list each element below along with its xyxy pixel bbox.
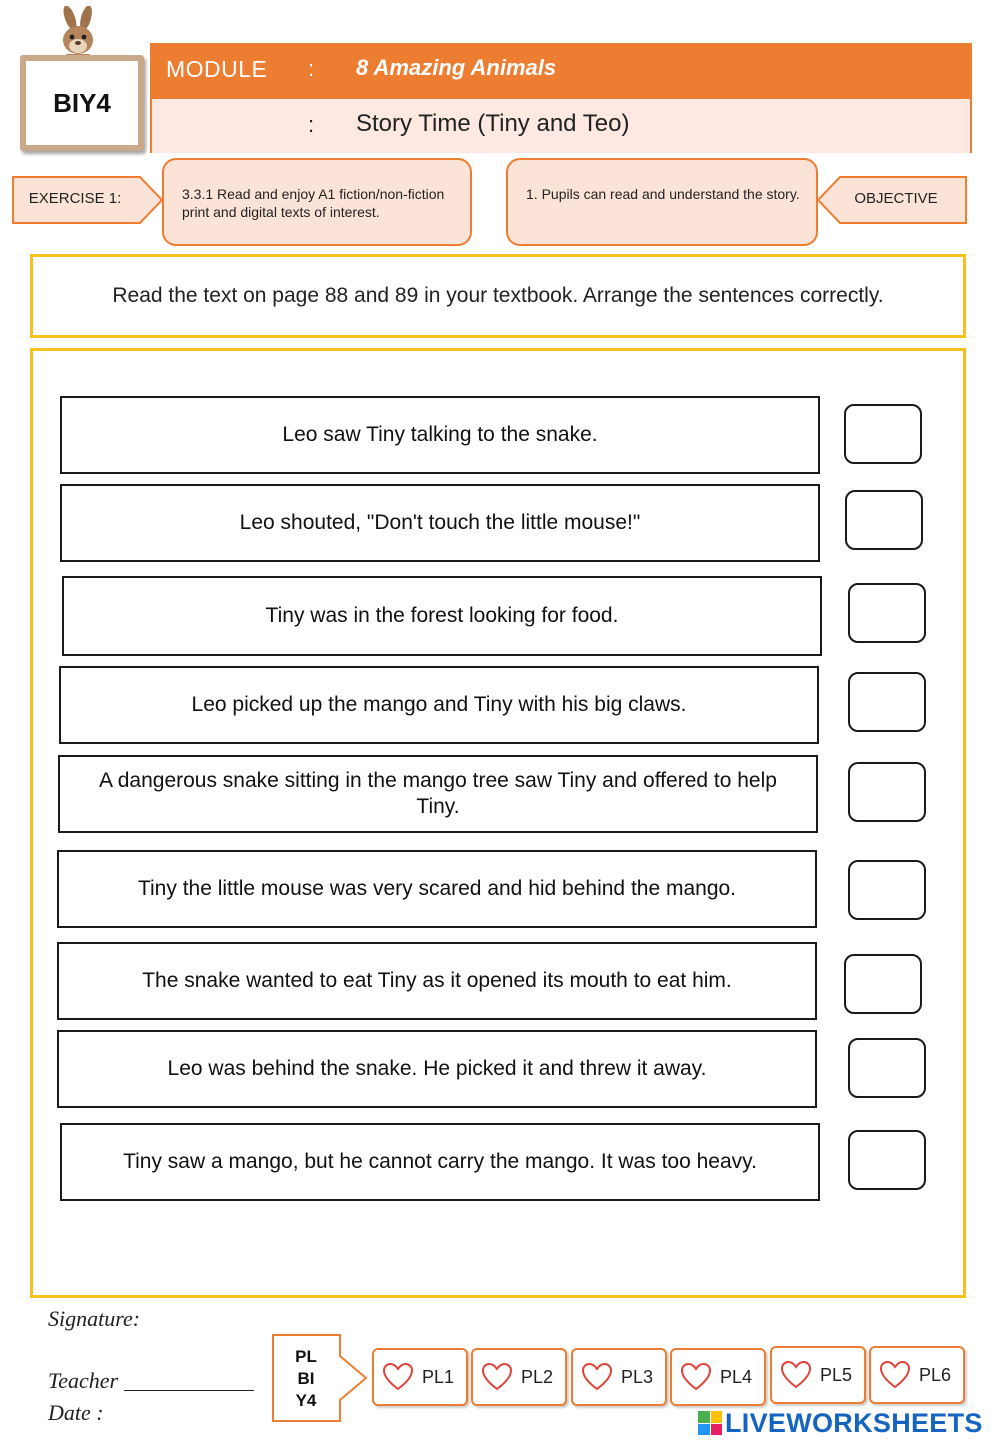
sentence-text: Tiny the little mouse was very scared and hid behind the mango.: [137, 877, 737, 900]
performance-level-label: PL2: [521, 1366, 554, 1387]
instruction-box: [30, 254, 966, 338]
sentence-box: [57, 850, 817, 928]
performance-level-box[interactable]: [869, 1346, 965, 1404]
liveworksheets-brand[interactable]: [698, 1408, 983, 1438]
sentence-text: The snake wanted to eat Tiny as it opened its mouth to eat him.: [142, 969, 732, 992]
answer-input[interactable]: [844, 404, 922, 464]
learning-standard-box: [162, 158, 472, 246]
sentence-box: [60, 396, 820, 474]
module-header-bottom: [152, 99, 970, 153]
instruction-text: Read the text on page 88 and 89 in your textbook. Arrange the sentences correctly.: [112, 284, 884, 307]
performance-level-label: PL6: [919, 1364, 952, 1385]
performance-level-box[interactable]: [372, 1348, 468, 1406]
answer-input[interactable]: [848, 762, 926, 822]
sentence-box: [62, 576, 822, 656]
sentence-text: Leo was behind the snake. He picked it and threw it away.: [167, 1057, 707, 1080]
module-badge: [20, 55, 144, 151]
objective-text: 1. Pupils can read and understand the story.: [526, 186, 800, 202]
teacher-label: Teacher: [48, 1368, 119, 1393]
performance-level-box[interactable]: [770, 1346, 866, 1404]
module-title: 8 Amazing Animals: [356, 55, 557, 80]
topic-title: Story Time (Tiny and Teo): [356, 110, 630, 137]
pl-tag-label: [272, 1346, 340, 1412]
sentence-box: [60, 1123, 820, 1201]
performance-level-label: PL4: [720, 1366, 753, 1387]
sentence-text: Leo shouted, "Don't touch the little mouse!": [239, 511, 641, 534]
performance-level-box[interactable]: [571, 1348, 667, 1406]
heart-icon: [780, 1359, 812, 1391]
sentence-text: Leo saw Tiny talking to the snake.: [282, 423, 598, 446]
sentence-text: Tiny was in the forest looking for food.: [265, 604, 619, 627]
performance-level-label: PL5: [820, 1364, 853, 1385]
exercise-label: EXERCISE 1:: [28, 190, 122, 207]
topic-colon: :: [308, 112, 315, 137]
heart-icon: [879, 1359, 911, 1391]
pl-tag-line: Y4: [295, 1391, 317, 1410]
objective-label: OBJECTIVE: [854, 190, 938, 207]
heart-icon: [481, 1361, 513, 1393]
performance-level-box[interactable]: [471, 1348, 567, 1406]
sentence-box: [57, 942, 817, 1020]
brand-name: LIVEWORKSHEETS: [725, 1407, 983, 1438]
pl-tag-line: PL: [295, 1347, 317, 1366]
module-header-top: [152, 45, 970, 99]
module-label: MODULE: [166, 56, 268, 82]
sentence-box: [58, 755, 818, 833]
heart-icon: [581, 1361, 613, 1393]
objective-box: [506, 158, 818, 246]
teacher-signature-line: [124, 1390, 254, 1391]
signature-label: Signature:: [48, 1306, 141, 1331]
answer-input[interactable]: [848, 583, 926, 643]
answer-input[interactable]: [848, 860, 926, 920]
sentence-text: Leo picked up the mango and Tiny with his big claws.: [191, 693, 687, 716]
sentence-box: [57, 1030, 817, 1108]
liveworksheets-logo-icon: [698, 1411, 722, 1435]
sentence-box: [60, 484, 820, 562]
learning-standard-text: 3.3.1 Read and enjoy A1 fiction/non-fiction print and digital texts of interest.: [182, 186, 445, 220]
badge-text: BIY4: [53, 87, 111, 118]
sentence-text: A dangerous snake sitting in the mango tree saw Tiny and offered to help Tiny.: [99, 769, 777, 818]
heart-icon: [680, 1361, 712, 1393]
answer-input[interactable]: [848, 1130, 926, 1190]
performance-level-label: PL3: [621, 1366, 654, 1387]
answer-input[interactable]: [848, 672, 926, 732]
answer-input[interactable]: [844, 954, 922, 1014]
performance-level-label: PL1: [422, 1366, 455, 1387]
performance-level-box[interactable]: [670, 1348, 766, 1406]
answer-input[interactable]: [848, 1038, 926, 1098]
sentence-text: Tiny saw a mango, but he cannot carry the mango. It was too heavy.: [123, 1150, 757, 1173]
heart-icon: [382, 1361, 414, 1393]
answer-input[interactable]: [845, 490, 923, 550]
pl-tag-line: BI: [297, 1369, 315, 1388]
date-label: Date :: [48, 1400, 104, 1425]
sentence-box: [59, 666, 819, 744]
module-colon: :: [308, 56, 315, 81]
module-header: [150, 43, 972, 153]
